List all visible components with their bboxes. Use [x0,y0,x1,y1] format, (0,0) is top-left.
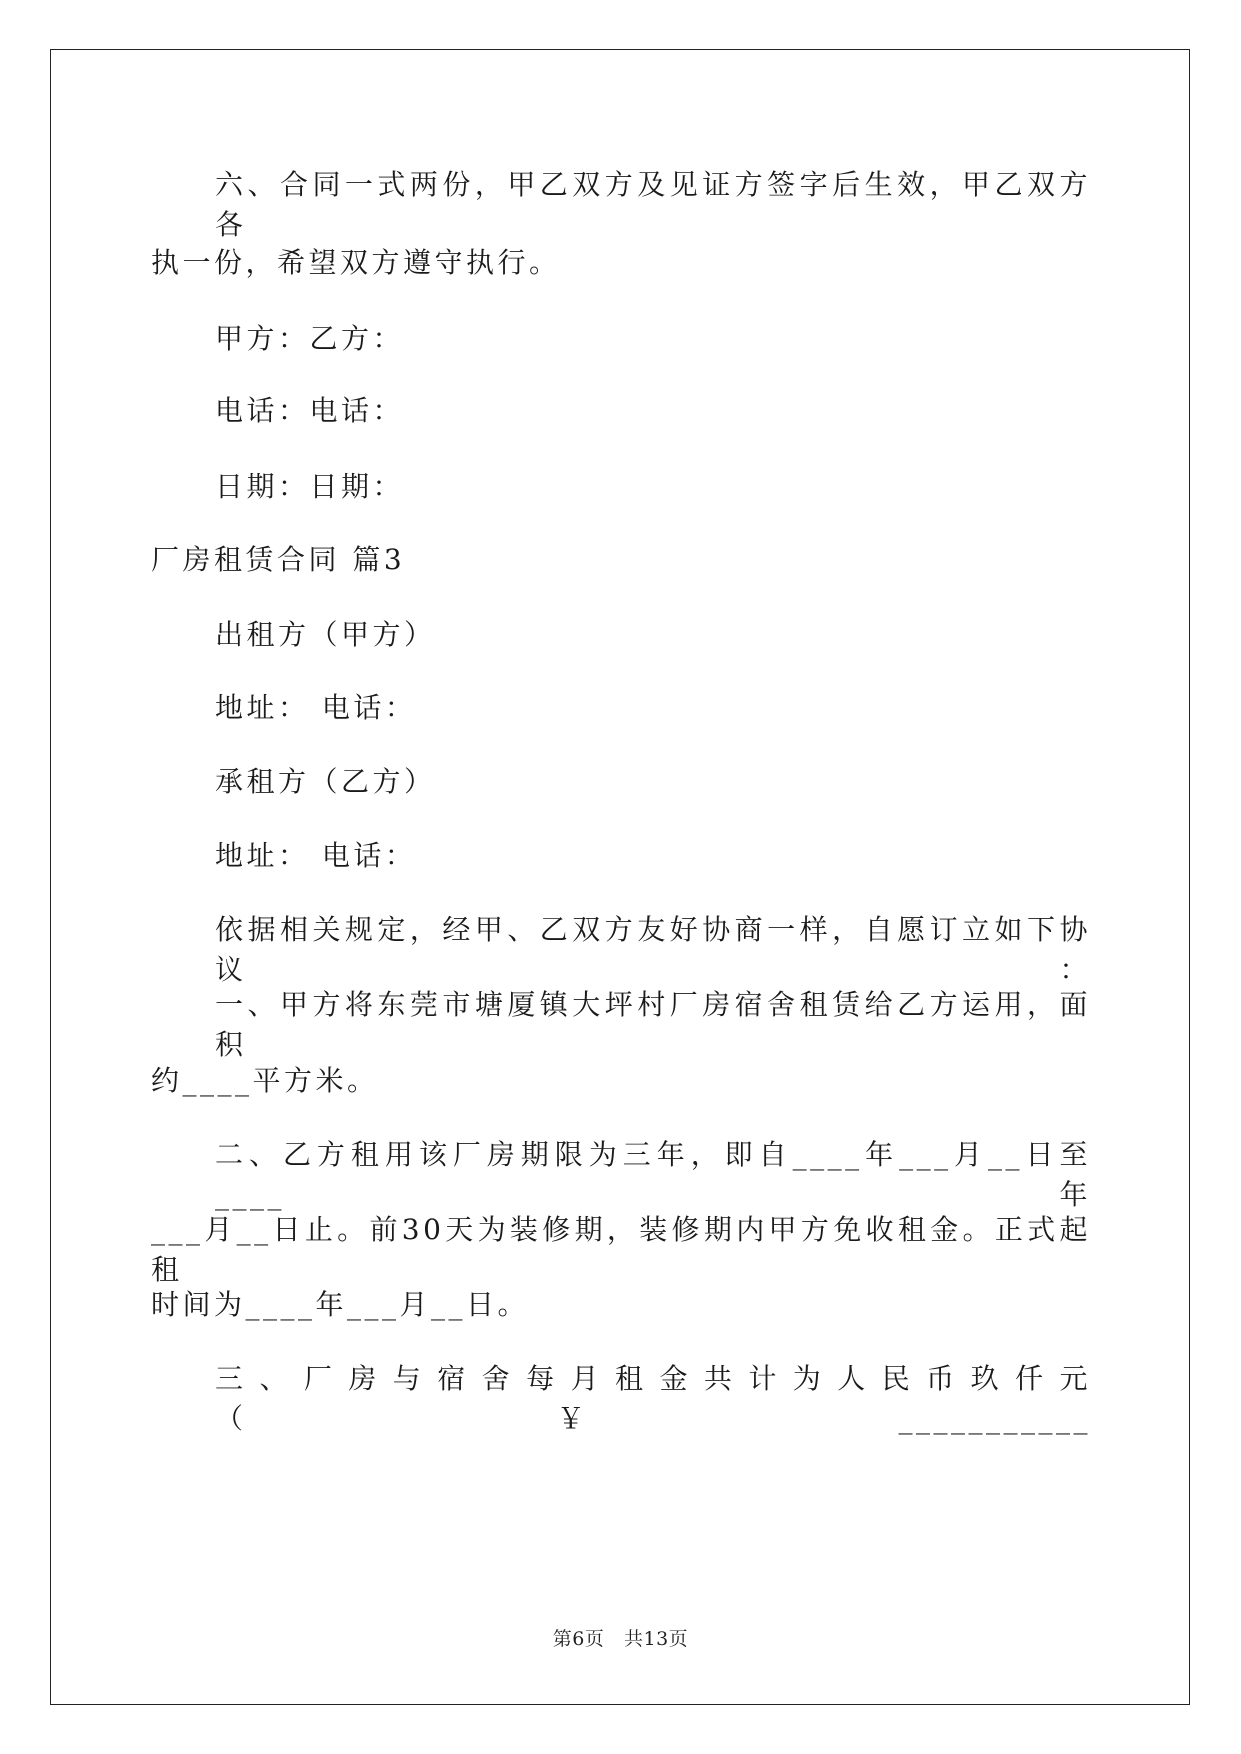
clause-1-line-2: 约____平方米。 [151,1064,379,1097]
paragraph-6-line-1: 六、合同一式两份，甲乙双方及见证方签字后生效，甲乙双方各 [215,168,1091,241]
clause-2-line-3: 时间为____年___月__日。 [151,1288,530,1321]
agreement-intro: 依据相关规定，经甲、乙双方友好协商一样，自愿订立如下协议： [215,913,1091,986]
lessor-address-phone: 地址： 电话： [215,691,417,724]
clause-3-line-1: 三、厂房与宿舍每月租金共计为人民币玖仟元（￥___________ [215,1362,1091,1435]
paragraph-6-line-2: 执一份，希望双方遵守执行。 [151,246,561,279]
signature-party-line: 甲方：乙方： [215,322,405,355]
signature-date-line: 日期：日期： [215,470,405,503]
clause-2-line-2: ___月__日止。前30天为装修期，装修期内甲方免收租金。正式起租 [151,1213,1091,1286]
clause-2-line-1: 二、乙方租用该厂房期限为三年，即自____年___月__日至____年 [215,1138,1091,1211]
page-number-footer: 第6页 共13页 [552,1628,689,1650]
lessee-label: 承租方（乙方） [215,765,436,798]
signature-phone-line: 电话：电话： [215,394,405,427]
clause-1-line-1: 一、甲方将东莞市塘厦镇大坪村厂房宿舍租赁给乙方运用，面积 [215,988,1091,1061]
lessee-address-phone: 地址： 电话： [215,839,417,872]
section-heading: 厂房租赁合同 篇3 [151,543,406,576]
page-border [50,49,1190,1705]
lessor-label: 出租方（甲方） [215,618,436,651]
